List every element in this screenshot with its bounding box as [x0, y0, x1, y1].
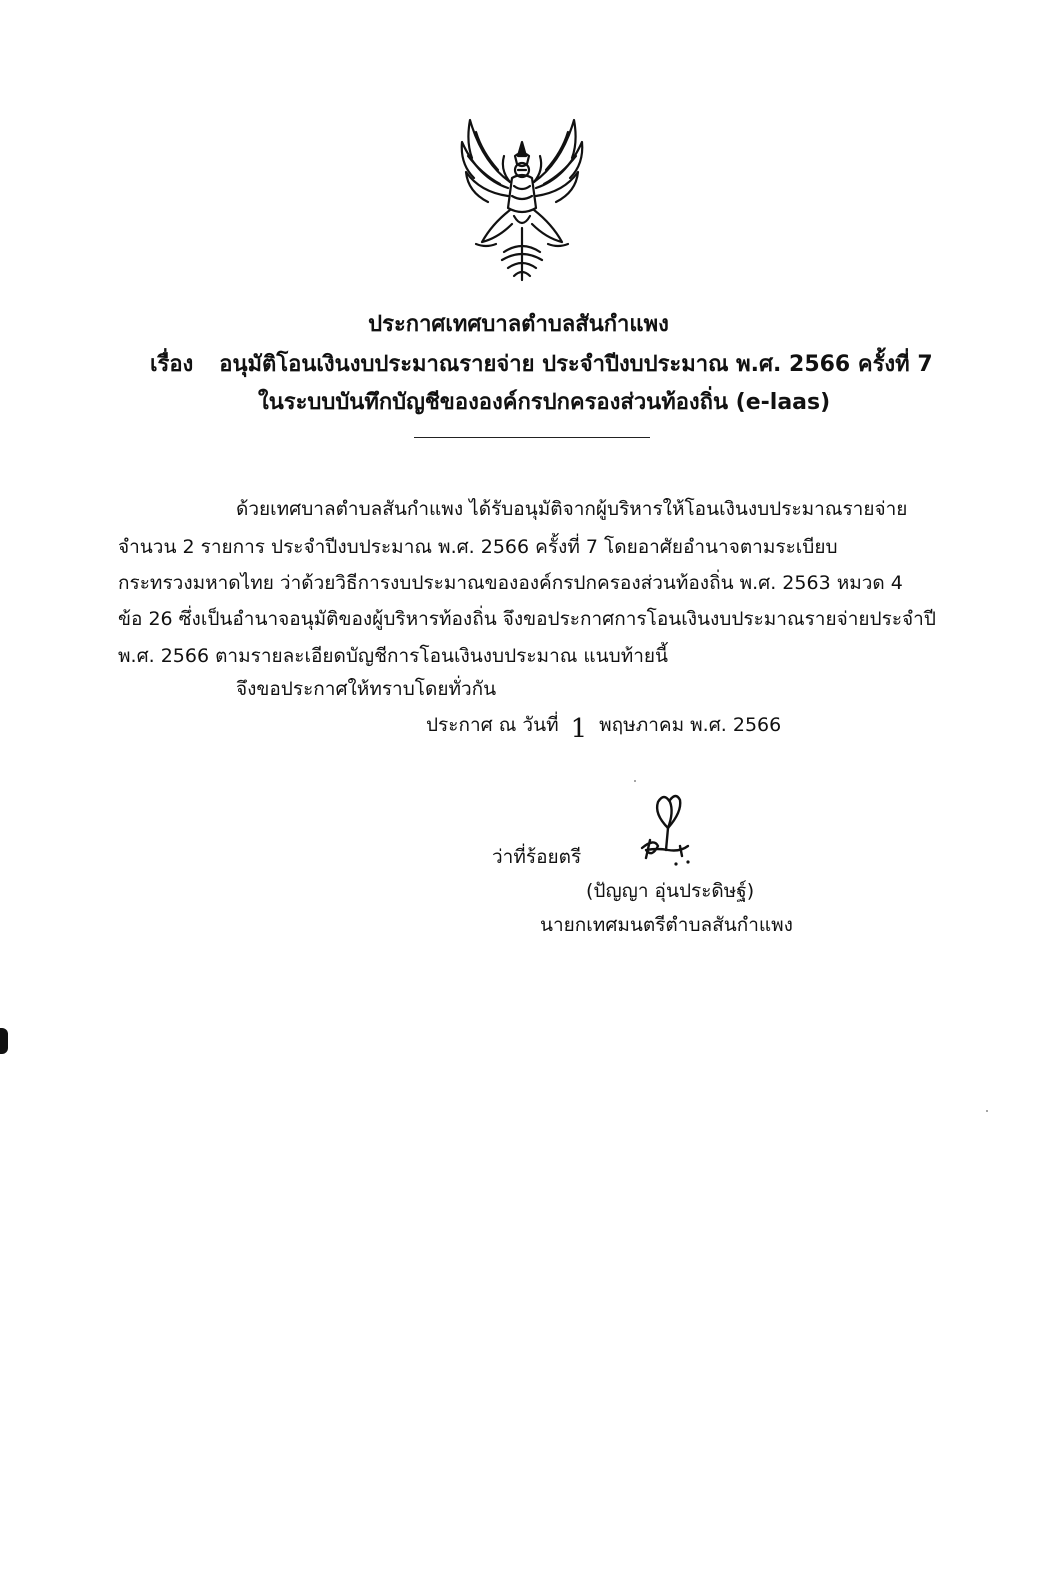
handwritten-signature [628, 788, 708, 872]
closing-line: จึงขอประกาศให้ทราบโดยทั่วกัน [236, 678, 497, 700]
date-prefix: ประกาศ ณ วันที่ [426, 714, 559, 736]
signatory-position: นายกเทศมนตรีตำบลสันกำแพง [540, 914, 793, 936]
scan-edge-mark [0, 1028, 8, 1054]
subject-line-2: ในระบบบันทึกบัญชีขององค์กรปกครองส่วนท้องถิ่น (e-laas) [258, 390, 831, 415]
announcement-title-block [0, 306, 1037, 344]
subject-line-1: อนุมัติโอนเงินงบประมาณรายจ่าย ประจำปีงบประมาณ พ.ศ. 2566 ครั้งที่ 7 [219, 352, 933, 377]
scan-speck [634, 780, 636, 782]
announcement-title: ประกาศเทศบาลตำบลสันกำแพง [368, 312, 669, 337]
announcement-date [426, 706, 781, 743]
scan-speck [986, 1110, 988, 1112]
garuda-emblem-icon [452, 112, 592, 284]
title-divider [414, 437, 650, 438]
body-line: พ.ศ. 2566 ตามรายละเอียดบัญชีการโอนเงินงบประมาณ แนบท้ายนี้ [118, 645, 669, 667]
body-line: ด้วยเทศบาลตำบลสันกำแพง ได้รับอนุมัติจากผู้บริหารให้โอนเงินงบประมาณรายจ่าย [236, 498, 908, 520]
signatory-name: (ปัญญา อุ่นประดิษฐ์) [586, 880, 755, 902]
subject-label: เรื่อง [150, 352, 194, 377]
signatory-rank: ว่าที่ร้อยตรี [492, 846, 582, 868]
date-day: 1 [570, 714, 588, 744]
body-line: จำนวน 2 รายการ ประจำปีงบประมาณ พ.ศ. 2566 ครั้งที่ 7 โดยอาศัยอำนาจตามระเบียบ [118, 536, 838, 558]
subject-row [150, 346, 933, 384]
body-line: กระทรวงมหาดไทย ว่าด้วยวิธีการงบประมาณขององค์กรปกครองส่วนท้องถิ่น พ.ศ. 2563 หมวด 4 [118, 572, 903, 594]
body-line: ข้อ 26 ซึ่งเป็นอำนาจอนุมัติของผู้บริหารท้องถิ่น จึงขอประกาศการโอนเงินงบประมาณรายจ่ายประจำปี [118, 608, 936, 630]
date-month-year: พฤษภาคม พ.ศ. 2566 [599, 714, 782, 736]
